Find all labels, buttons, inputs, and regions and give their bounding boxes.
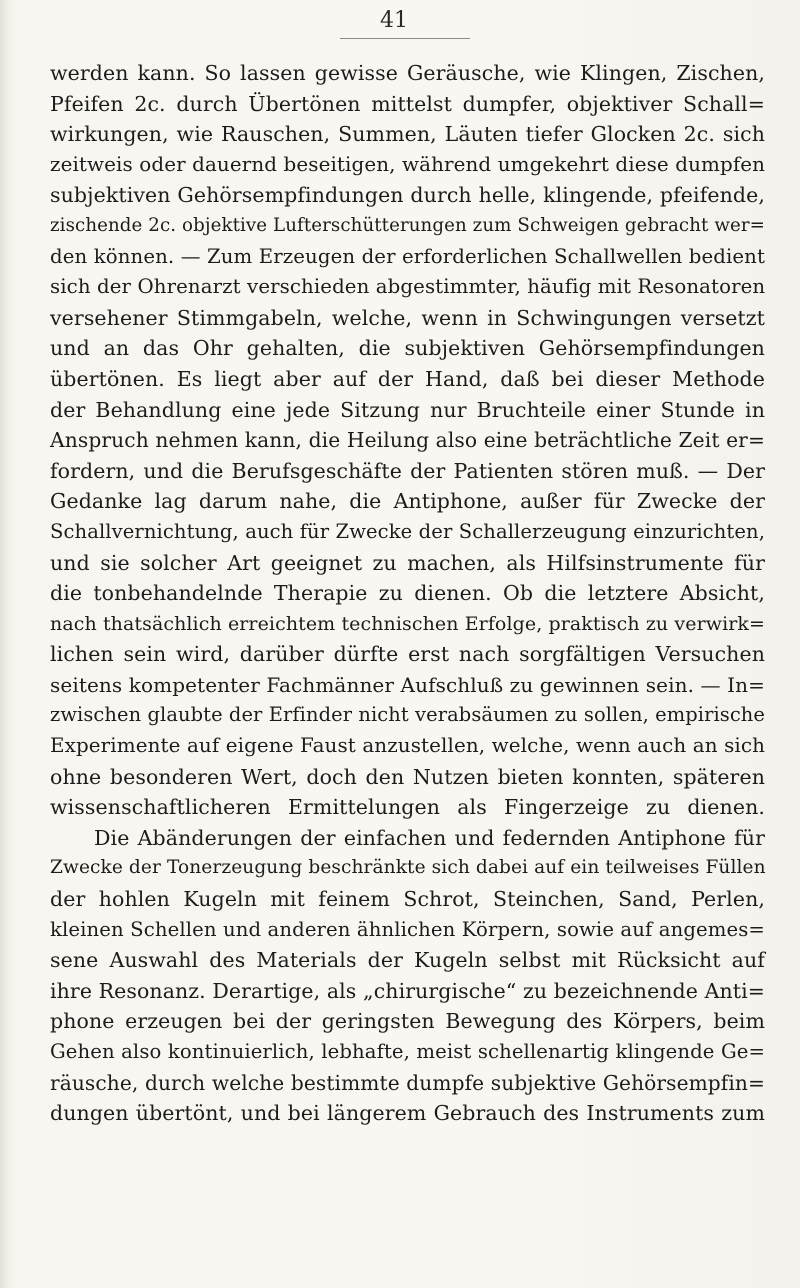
- text-line: und sie solcher Art geeignet zu machen, als Hilfsinstrumente für: [50, 550, 765, 575]
- gutter-shadow: [0, 0, 10, 1288]
- text-line: zischende 2c. objektive Lufterschütterungen zum Schweigen gebracht wer=: [50, 214, 765, 236]
- text-line: seitens kompetenter Fachmänner Aufschluß zu gewinnen sein. — In=: [50, 672, 765, 697]
- paragraph: [50, 58, 765, 823]
- text-line: übertönen. Es liegt aber auf der Hand, daß bei dieser Methode: [50, 366, 765, 391]
- text-line: zeitweis oder dauernd beseitigen, während umgekehrt diese dumpfen: [50, 152, 766, 176]
- text-line: zwischen glaubte der Erfinder nicht verabsäumen zu sollen, empirische: [50, 703, 766, 727]
- text-line: subjektiven Gehörsempfindungen durch helle, klingende, pfeifende,: [50, 183, 765, 208]
- text-line: lichen sein wird, darüber dürfte erst nach sorgfältigen Versuchen: [50, 642, 765, 667]
- text-line: dungen übertönt, und bei längerem Gebrauch des Instruments zum: [50, 1101, 765, 1126]
- text-line: werden kann. So lassen gewisse Geräusche, wie Klingen, Zischen,: [50, 61, 765, 85]
- body-text: [50, 58, 765, 1129]
- text-line: Gehen also kontinuierlich, lebhafte, meist schellenartig klingende Ge=: [50, 1040, 765, 1063]
- text-line: nach thatsächlich erreichtem technischen Erfolge, praktisch zu verwirk=: [50, 612, 765, 635]
- text-line: sene Auswahl des Materials der Kugeln selbst mit Rücksicht auf: [50, 948, 765, 973]
- text-line: der hohlen Kugeln mit feinem Schrot, Steinchen, Sand, Perlen,: [50, 887, 765, 912]
- text-line: Die Abänderungen der einfachen und federnden Antiphone für: [94, 825, 765, 850]
- text-line: Gedanke lag darum nahe, die Antiphone, außer für Zwecke der: [50, 489, 765, 514]
- text-line: phone erzeugen bei der geringsten Bewegung des Körpers, beim: [50, 1009, 765, 1034]
- text-line: ihre Resonanz. Derartige, als „chirurgische“ zu bezeichnende Anti=: [50, 978, 765, 1003]
- text-line: Schallvernichtung, auch für Zwecke der Schallerzeugung einzurichten,: [50, 519, 765, 543]
- text-line: räusche, durch welche bestimmte dumpfe subjektive Gehörsempfin=: [50, 1070, 765, 1095]
- text-line: wissenschaftlicheren Ermittelungen als Fingerzeige zu dienen.: [50, 795, 765, 820]
- text-line: Pfeifen 2c. durch Übertönen mittelst dumpfer, objektiver Schall=: [50, 91, 765, 116]
- text-line: Experimente auf eigene Faust anzustellen, welche, wenn auch an sich: [50, 734, 766, 758]
- text-line: Anspruch nehmen kann, die Heilung also eine beträchtliche Zeit er=: [50, 428, 765, 453]
- text-line: kleinen Schellen und anderen ähnlichen Körpern, sowie auf angemes=: [50, 917, 765, 941]
- text-line: den können. — Zum Erzeugen der erforderlichen Schallwellen bedient: [50, 244, 765, 268]
- text-line: sich der Ohrenarzt verschieden abgestimmter, häufig mit Resonatoren: [50, 275, 766, 299]
- text-line: Zwecke der Tonerzeugung beschränkte sich dabei auf ein teilweises Füllen: [50, 857, 766, 879]
- text-line: und an das Ohr gehalten, die subjektiven Gehörsempfindungen: [50, 336, 765, 361]
- page-number: 41: [380, 8, 408, 33]
- text-line: fordern, und die Berufsgeschäfte der Patienten stören muß. — Der: [50, 458, 765, 483]
- header-rule: [340, 38, 470, 39]
- text-line: ohne besonderen Wert, doch den Nutzen bieten konnten, späteren: [50, 764, 765, 789]
- text-line: wirkungen, wie Rauschen, Summen, Läuten tiefer Glocken 2c. sich: [50, 122, 765, 147]
- text-line: die tonbehandelnde Therapie zu dienen. Ob die letztere Absicht,: [50, 581, 765, 606]
- text-line: der Behandlung eine jede Sitzung nur Bruchteile einer Stunde in: [50, 397, 765, 422]
- text-line: versehener Stimmgabeln, welche, wenn in Schwingungen versetzt: [50, 305, 765, 330]
- paragraph: [50, 823, 765, 1129]
